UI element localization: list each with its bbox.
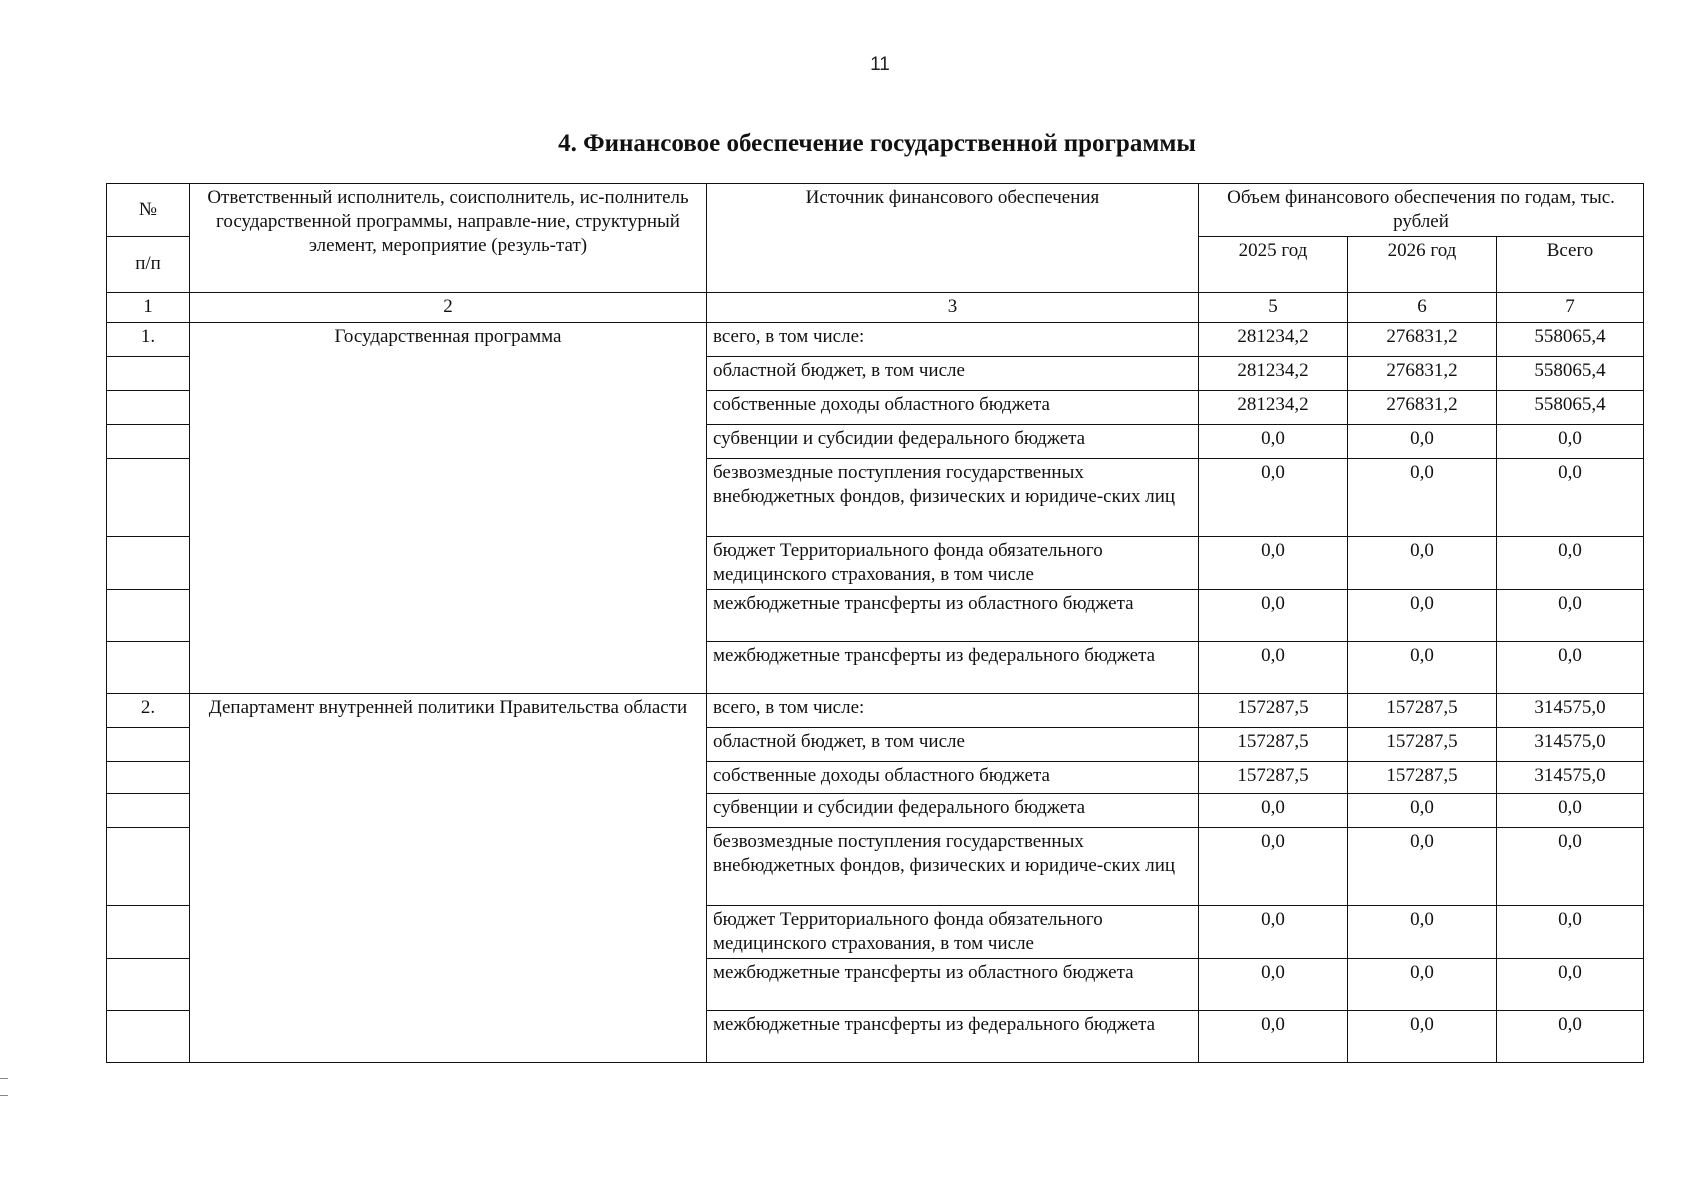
value-2025: 0,0 bbox=[1199, 424, 1348, 458]
source-cell: всего, в том числе: bbox=[707, 693, 1199, 727]
row-number-empty bbox=[107, 536, 190, 589]
row-number: 1. bbox=[107, 322, 190, 356]
value-total: 314575,0 bbox=[1497, 761, 1644, 793]
source-cell: субвенции и субсидии федерального бюджета bbox=[707, 424, 1199, 458]
value-total: 0,0 bbox=[1497, 536, 1644, 589]
col-number-5: 5 bbox=[1199, 292, 1348, 322]
value-2025: 0,0 bbox=[1199, 905, 1348, 958]
value-2026: 0,0 bbox=[1348, 1010, 1497, 1062]
source-cell: областной бюджет, в том числе bbox=[707, 727, 1199, 761]
value-2026: 157287,5 bbox=[1348, 761, 1497, 793]
value-total: 0,0 bbox=[1497, 958, 1644, 1010]
page-number: 11 bbox=[870, 54, 890, 75]
header-no-sub: п/п bbox=[107, 236, 190, 292]
value-total: 314575,0 bbox=[1497, 727, 1644, 761]
source-cell: бюджет Территориального фонда обязательного медицинского страхования, в том числе bbox=[707, 905, 1199, 958]
col-number-3: 3 bbox=[707, 292, 1199, 322]
row-number-empty bbox=[107, 905, 190, 958]
source-cell: межбюджетные трансферты из областного бюджета bbox=[707, 958, 1199, 1010]
financing-table bbox=[106, 183, 1644, 1063]
value-2026: 276831,2 bbox=[1348, 322, 1497, 356]
value-total: 0,0 bbox=[1497, 905, 1644, 958]
value-total: 558065,4 bbox=[1497, 356, 1644, 390]
row-number-empty bbox=[107, 589, 190, 641]
col-number-6: 6 bbox=[1348, 292, 1497, 322]
source-cell: межбюджетные трансферты из федерального бюджета bbox=[707, 641, 1199, 693]
value-2026: 0,0 bbox=[1348, 827, 1497, 905]
source-cell: безвозмездные поступления государственных внебюджетных фондов, физических и юридиче-ских лиц bbox=[707, 458, 1199, 536]
value-2026: 0,0 bbox=[1348, 905, 1497, 958]
value-total: 314575,0 bbox=[1497, 693, 1644, 727]
source-cell: областной бюджет, в том числе bbox=[707, 356, 1199, 390]
source-cell: межбюджетные трансферты из областного бюджета bbox=[707, 589, 1199, 641]
group-name: Государственная программа bbox=[190, 322, 707, 693]
value-total: 0,0 bbox=[1497, 589, 1644, 641]
header-executor: Ответственный исполнитель, соисполнитель, ис-полнитель государственной программы, направле-ние, структурный элемент, мероприятие (резуль-тат) bbox=[190, 184, 707, 293]
header-year-2025: 2025 год bbox=[1199, 236, 1348, 292]
row-number-empty bbox=[107, 1010, 190, 1062]
value-2025: 157287,5 bbox=[1199, 693, 1348, 727]
value-2025: 157287,5 bbox=[1199, 761, 1348, 793]
row-number-empty bbox=[107, 827, 190, 905]
value-total: 0,0 bbox=[1497, 424, 1644, 458]
value-2025: 0,0 bbox=[1199, 827, 1348, 905]
scan-margin-mark bbox=[0, 1078, 8, 1096]
value-2025: 281234,2 bbox=[1199, 356, 1348, 390]
value-2025: 0,0 bbox=[1199, 589, 1348, 641]
value-total: 0,0 bbox=[1497, 793, 1644, 827]
section-title: 4. Финансовое обеспечение государственной программы bbox=[558, 130, 1196, 157]
value-total: 558065,4 bbox=[1497, 322, 1644, 356]
row-number-empty bbox=[107, 390, 190, 424]
value-2025: 0,0 bbox=[1199, 958, 1348, 1010]
value-2026: 276831,2 bbox=[1348, 390, 1497, 424]
col-number-2: 2 bbox=[190, 292, 707, 322]
value-total: 0,0 bbox=[1497, 458, 1644, 536]
source-cell: собственные доходы областного бюджета bbox=[707, 761, 1199, 793]
row-number: 2. bbox=[107, 693, 190, 727]
header-year-2026: 2026 год bbox=[1348, 236, 1497, 292]
table-row bbox=[107, 693, 1644, 727]
col-number-7: 7 bbox=[1497, 292, 1644, 322]
value-2026: 0,0 bbox=[1348, 958, 1497, 1010]
header-total: Всего bbox=[1497, 236, 1644, 292]
value-2026: 0,0 bbox=[1348, 458, 1497, 536]
row-number-empty bbox=[107, 641, 190, 693]
row-number-empty bbox=[107, 424, 190, 458]
row-number-empty bbox=[107, 727, 190, 761]
table-body bbox=[107, 322, 1644, 1062]
value-2026: 157287,5 bbox=[1348, 727, 1497, 761]
col-number-1: 1 bbox=[107, 292, 190, 322]
row-number-empty bbox=[107, 458, 190, 536]
source-cell: межбюджетные трансферты из федерального бюджета bbox=[707, 1010, 1199, 1062]
value-2026: 0,0 bbox=[1348, 793, 1497, 827]
source-cell: всего, в том числе: bbox=[707, 322, 1199, 356]
row-number-empty bbox=[107, 761, 190, 793]
value-2026: 276831,2 bbox=[1348, 356, 1497, 390]
value-total: 558065,4 bbox=[1497, 390, 1644, 424]
header-no: № bbox=[107, 184, 190, 237]
value-2025: 281234,2 bbox=[1199, 390, 1348, 424]
row-number-empty bbox=[107, 793, 190, 827]
value-2025: 0,0 bbox=[1199, 641, 1348, 693]
value-2026: 0,0 bbox=[1348, 641, 1497, 693]
column-number-row bbox=[107, 292, 1644, 322]
value-2026: 157287,5 bbox=[1348, 693, 1497, 727]
table-row bbox=[107, 322, 1644, 356]
value-2025: 281234,2 bbox=[1199, 322, 1348, 356]
header-source: Источник финансового обеспечения bbox=[707, 184, 1199, 293]
value-2026: 0,0 bbox=[1348, 424, 1497, 458]
value-2026: 0,0 bbox=[1348, 589, 1497, 641]
source-cell: субвенции и субсидии федерального бюджета bbox=[707, 793, 1199, 827]
source-cell: собственные доходы областного бюджета bbox=[707, 390, 1199, 424]
header-volume: Объем финансового обеспечения по годам, тыс. рублей bbox=[1199, 184, 1644, 237]
table-header bbox=[107, 184, 1644, 323]
row-number-empty bbox=[107, 356, 190, 390]
row-number-empty bbox=[107, 958, 190, 1010]
group-name: Департамент внутренней политики Правительства области bbox=[190, 693, 707, 1062]
value-total: 0,0 bbox=[1497, 1010, 1644, 1062]
value-2025: 157287,5 bbox=[1199, 727, 1348, 761]
value-2025: 0,0 bbox=[1199, 1010, 1348, 1062]
source-cell: бюджет Территориального фонда обязательного медицинского страхования, в том числе bbox=[707, 536, 1199, 589]
value-2025: 0,0 bbox=[1199, 536, 1348, 589]
source-cell: безвозмездные поступления государственных внебюджетных фондов, физических и юридиче-ских лиц bbox=[707, 827, 1199, 905]
value-total: 0,0 bbox=[1497, 641, 1644, 693]
value-total: 0,0 bbox=[1497, 827, 1644, 905]
value-2025: 0,0 bbox=[1199, 793, 1348, 827]
value-2025: 0,0 bbox=[1199, 458, 1348, 536]
value-2026: 0,0 bbox=[1348, 536, 1497, 589]
